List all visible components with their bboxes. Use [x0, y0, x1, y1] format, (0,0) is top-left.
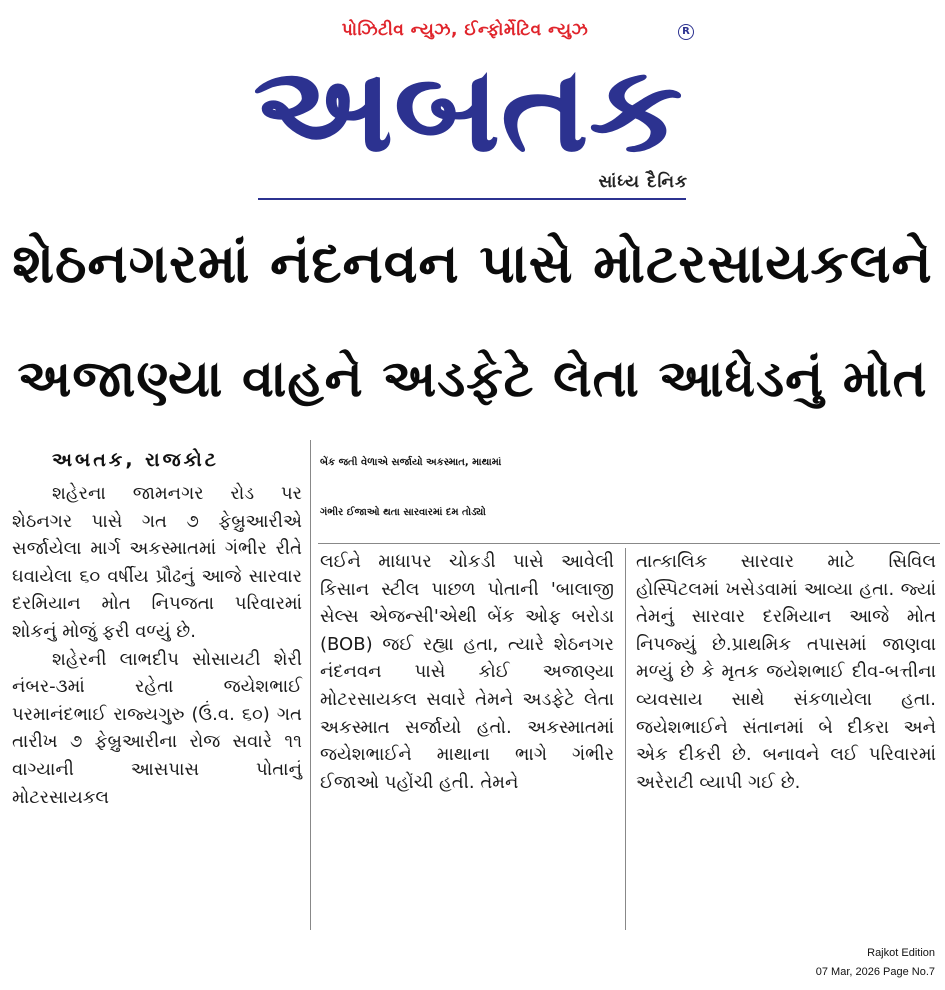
masthead-underline: [258, 198, 686, 200]
column-divider-2: [625, 548, 626, 930]
edition-date-page: 07 Mar, 2026 Page No.7: [815, 966, 935, 978]
subheadline-line-2: ગંભીર ઈજાઓ થતા સારવારમાં દમ તોડ્યો: [320, 507, 486, 518]
subheadline: [320, 438, 940, 538]
subheadline-line-1: બેંક જતી વેળાએ સર્જાયો અકસ્માત, માથામાં: [320, 457, 502, 468]
masthead-subtitle: સાંધ્ય દૈનિક: [598, 172, 688, 192]
column-2-paragraph: લઈને માધાપર ચોકડી પાસે આવેલી કિસાન સ્ટીલ પાછળ પોતાની 'બાલાજી સેલ્સ એજન્સી'એથી બેંક ઓફ બરોડા (BOB) જઈ રહ્યા હતા, ત્યારે શેઠનગર નંદનવન પાસે કોઈ અજાણ્યા મોટરસાયકલ સવારે તેમને અડફેટે લેતા અકસ્માત સર્જાયો હતો. અકસ્માતમાં જયેશભાઈને માથાના ભાગે ગંભીર ઈજાઓ પહોંચી હતી. તેમને: [320, 551, 614, 793]
column-3-paragraph: તાત્કાલિક સારવાર માટે સિવિલ હોસ્પિટલમાં ખસેડવામાં આવ્યા હતા. જ્યાં તેમનું સારવાર દરમિયાન આજે મોત નિપજ્યું છે.પ્રાથમિક તપાસમાં જાણવા મળ્યું છે કે મૃતક જયેશભાઈ દીવ-બત્તીના વ્યવસાય સાથે સંકળાયેલા હતા. જયેશભાઈને સંતાનમાં બે દીકરા અને એક દીકરી છે. બનાવને લઈ પરિવારમાં અરેરાટી વ્યાપી ગઈ છે.: [636, 551, 936, 793]
edition-info: [816, 944, 935, 982]
registered-mark: R: [678, 24, 694, 40]
subhead-divider: [318, 543, 940, 544]
edition-name: Rajkot Edition: [867, 947, 935, 959]
headline-line-2: અજાણ્યા વાહને અડફેટે લેતા આધેડનું મોત: [17, 350, 928, 409]
dateline: અબતક, રાજકોટ: [52, 449, 219, 471]
article-column-1: [12, 480, 302, 811]
headline-line-1: શેઠનગરમાં નંદનવન પાસે મોટરસાયકલને: [12, 232, 933, 295]
column-1-paragraph-2: શહેરની લાભદીપ સોસાયટી શેરી નંબર-૩માં રહેતા જયેશભાઈ પરમાનંદભાઈ રાજ્યગુરુ (ઉં.વ. ૬૦) ગત તારીખ ૭ ફેબ્રુઆરીના રોજ સવારે ૧૧ વાગ્યાની આસપાસ પોતાનું મોટરસાયકલ: [12, 648, 302, 808]
masthead-tagline: પોઝિટીવ ન્યુઝ, ઈન્ફોર્મેટિવ ન્યુઝ: [341, 20, 589, 40]
masthead-logo: [248, 38, 688, 166]
article-column-3: [636, 548, 936, 796]
masthead-logo-text: અબતક: [253, 40, 683, 166]
column-1-paragraph-1: શહેરના જામનગર રોડ પર શેઠનગર પાસે ગત ૭ ફેબ્રુઆરીએ સર્જાયેલા માર્ગ અકસ્માતમાં ગંભીર રીતે ઘવાયેલા ૬૦ વર્ષીય પ્રૌઢનું આજે સારવાર દરમિયાન મોત નિપજતા પરિવારમાં શોકનું મોજું ફરી વળ્યું છે.: [12, 483, 302, 642]
column-divider-1: [310, 440, 311, 930]
article-column-2: [320, 548, 614, 796]
